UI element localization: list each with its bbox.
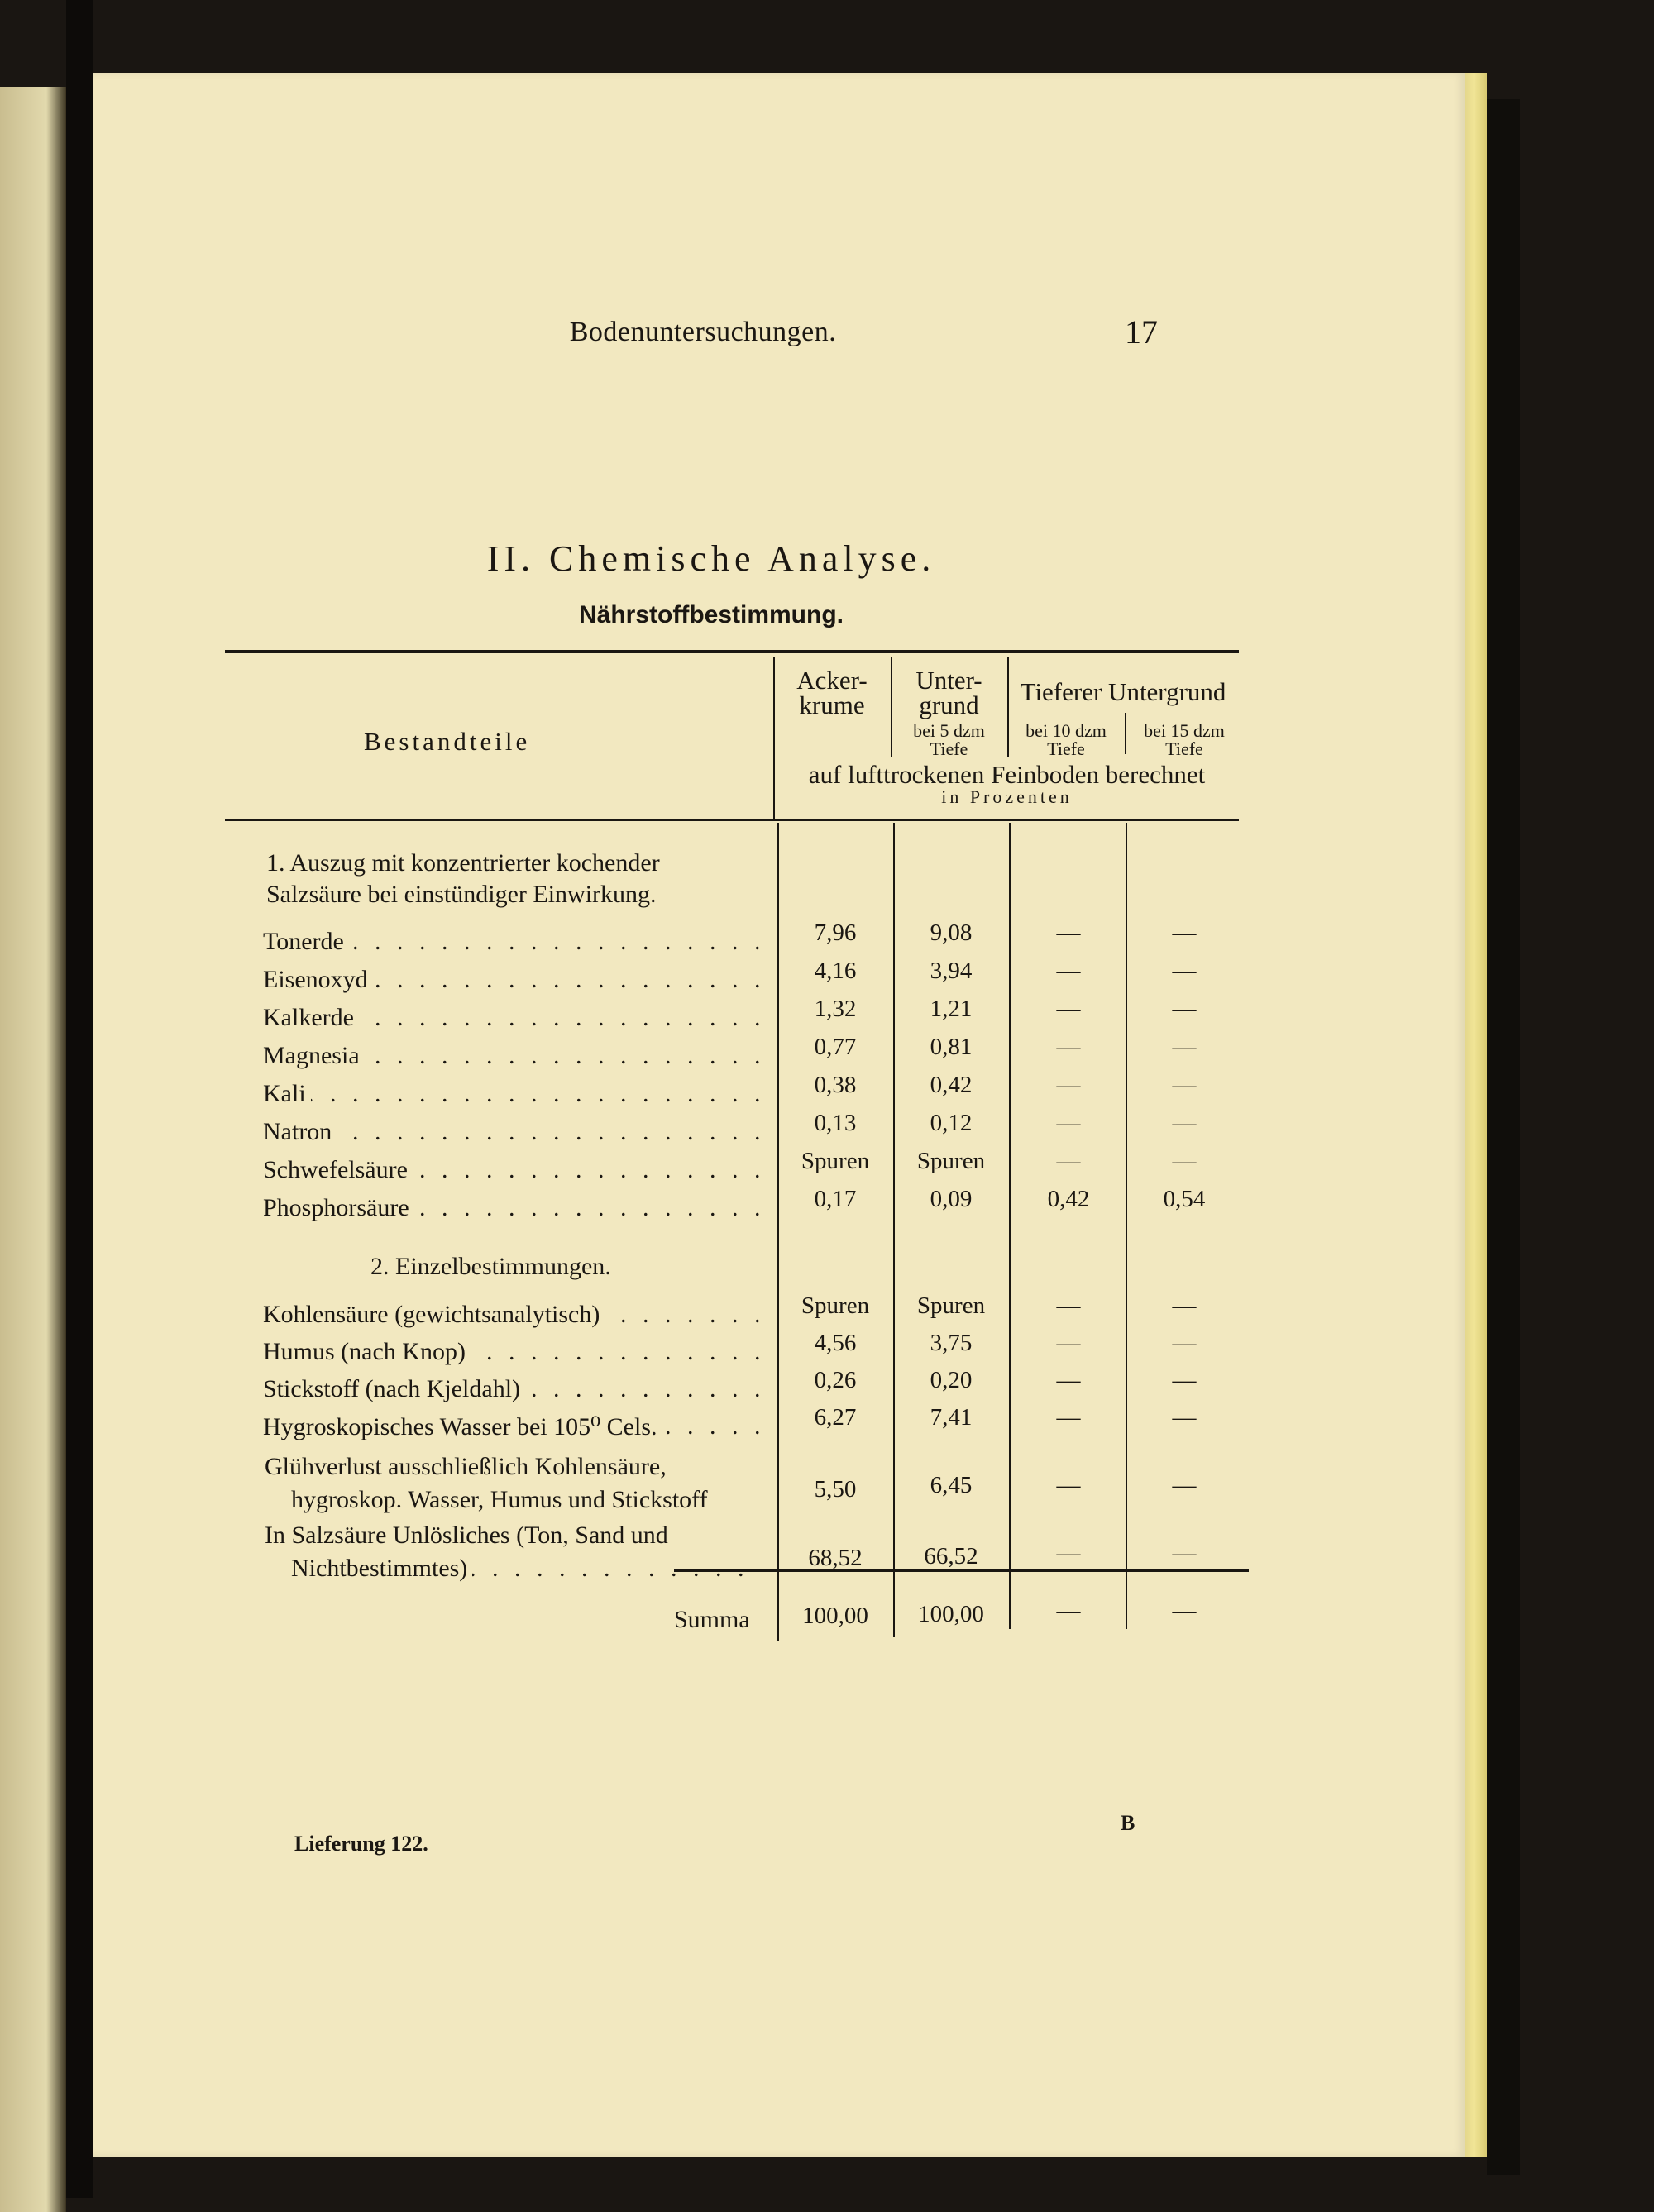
table-cell: Spuren: [801, 1148, 870, 1174]
header-col2-tiefe: Tiefe: [930, 738, 968, 759]
table-cell: 66,52: [924, 1543, 978, 1569]
table-row-label: Humus (nach Knop) . . .: [263, 1338, 759, 1371]
table-cell: —: [1172, 1540, 1197, 1566]
group2-heading: 2. Einzelbestimmungen.: [370, 1253, 611, 1280]
header-col3-tiefe: Tiefe: [1047, 738, 1085, 759]
table-cell: —: [1172, 1472, 1197, 1498]
table-row-label: Magnesia . . .: [263, 1042, 759, 1075]
table-cell: —: [1172, 1148, 1197, 1174]
footer-lieferung: Lieferung 122.: [294, 1832, 428, 1856]
table-cell: —: [1056, 1404, 1081, 1431]
group1-heading-line1: 1. Auszug mit konzentrierter kochender: [266, 849, 660, 877]
unloesliches-line1: In Salzsäure Unlösliches (Ton, Sand und: [265, 1522, 668, 1549]
table-cell: —: [1172, 1330, 1197, 1356]
table-cell: 0,77: [814, 1034, 857, 1060]
header-ackerkrume-line1: Acker-: [796, 666, 868, 695]
section-subtitle: Nährstoffbestimmung.: [578, 601, 844, 628]
table-cell: —: [1056, 996, 1081, 1022]
table-cell: —: [1172, 1110, 1197, 1136]
header-untergrund-line2: grund: [919, 690, 979, 719]
table-cell: —: [1172, 1367, 1197, 1393]
table-cell: 100,00: [802, 1603, 868, 1629]
table-top-rule: [225, 650, 1239, 653]
table-cell: Spuren: [801, 1292, 870, 1319]
table-cell: 7,96: [814, 920, 857, 946]
header-untergrund-line1: Unter-: [915, 666, 982, 695]
table-cell: —: [1056, 1472, 1081, 1498]
table-cell: 7,41: [930, 1404, 973, 1431]
table-row-label: Phosphorsäure . . .: [263, 1194, 759, 1227]
left-page-edge: [0, 87, 66, 2212]
group1-heading-line2: Salzsäure bei einstündiger Einwirkung.: [266, 881, 657, 908]
table-cell: —: [1056, 1598, 1081, 1624]
table-cell: —: [1172, 1072, 1197, 1098]
header-tieferer-untergrund: Tieferer Untergrund: [1020, 677, 1226, 706]
table-cell: 3,75: [930, 1330, 973, 1356]
table-cell: 6,27: [814, 1404, 857, 1431]
table-cell: 3,94: [930, 958, 973, 984]
header-bestandteile: Bestandteile: [364, 727, 531, 756]
table-cell: —: [1172, 1404, 1197, 1431]
table-cell: —: [1056, 1330, 1081, 1356]
gluhverlust-line1: Glühverlust ausschließlich Kohlensäure,: [265, 1453, 667, 1480]
book-cover-edge: [1487, 99, 1520, 2175]
table-cell: —: [1056, 958, 1081, 984]
table-cell: 6,45: [930, 1472, 973, 1498]
header-col4-tiefe: Tiefe: [1165, 738, 1203, 759]
running-title: Bodenuntersuchungen.: [569, 317, 837, 347]
header-col4-depth: bei 15 dzm: [1144, 720, 1225, 741]
table-cell: —: [1056, 1034, 1081, 1060]
table-cell: 0,17: [814, 1186, 857, 1212]
table-cell: —: [1056, 1110, 1081, 1136]
footer-signature: B: [1121, 1811, 1135, 1835]
table-cell: —: [1056, 1292, 1081, 1319]
table-cell: —: [1172, 920, 1197, 946]
table-cell: —: [1056, 1148, 1081, 1174]
table-cell: —: [1056, 1540, 1081, 1566]
table-cell: Spuren: [916, 1148, 986, 1174]
table-cell: —: [1172, 996, 1197, 1022]
table-cell: 68,52: [808, 1545, 863, 1571]
table-cell: 0,09: [930, 1186, 973, 1212]
table-cell: 0,12: [930, 1110, 973, 1136]
header-basis: auf lufttrockenen Feinboden berechnet: [808, 760, 1206, 789]
table-row-label: Kalkerde . . .: [263, 1004, 759, 1037]
table-cell: 5,50: [814, 1476, 857, 1503]
table-cell: 0,42: [930, 1072, 973, 1098]
table-cell: 0,42: [1047, 1186, 1090, 1212]
unloesliches-line2: Nichtbestimmtes) . . .: [291, 1555, 759, 1588]
table-cell: 100,00: [918, 1601, 984, 1627]
table-cell: —: [1172, 1292, 1197, 1319]
table-cell: Spuren: [916, 1292, 986, 1319]
table-cell: 4,56: [814, 1330, 857, 1356]
table-cell: —: [1056, 1072, 1081, 1098]
table-cell: 1,21: [930, 996, 973, 1022]
table-cell: —: [1056, 1367, 1081, 1393]
table-cell: 9,08: [930, 920, 973, 946]
table-cell: —: [1172, 1034, 1197, 1060]
header-ackerkrume-line2: krume: [799, 690, 865, 719]
table-row-label: Eisenoxyd . . .: [263, 966, 759, 999]
page-edges: [1465, 73, 1487, 2157]
table-row-label: Tonerde . . .: [263, 928, 759, 961]
book-gutter: [66, 0, 93, 2198]
table-cell: —: [1172, 958, 1197, 984]
table-row-label: Natron . . .: [263, 1118, 759, 1151]
table-cell: 0,13: [814, 1110, 857, 1136]
table-cell: —: [1172, 1598, 1197, 1624]
table-cell: 1,32: [814, 996, 857, 1022]
header-col3-depth: bei 10 dzm: [1025, 720, 1107, 741]
table-row-label: Kohlensäure (gewichtsanalytisch) . . .: [263, 1301, 759, 1334]
table-cell: —: [1056, 920, 1081, 946]
gluhverlust-line2: hygroskop. Wasser, Humus und Stickstoff: [291, 1486, 708, 1513]
header-bottom-rule: [225, 819, 1239, 821]
page-number: 17: [1125, 313, 1158, 351]
table-cell: 0,20: [930, 1367, 973, 1393]
table-row-label: Schwefelsäure . . .: [263, 1156, 759, 1189]
table-cell: 4,16: [814, 958, 857, 984]
summa-label: Summa: [674, 1606, 750, 1633]
section-title: II. Chemische Analyse.: [486, 538, 936, 579]
table-cell: 0,26: [814, 1367, 857, 1393]
header-basis-unit: in Prozenten: [941, 786, 1073, 807]
table-cell: 0,38: [814, 1072, 857, 1098]
table-cell: 0,54: [1163, 1186, 1206, 1212]
table-row-label: Kali . . .: [263, 1080, 759, 1113]
header-divider-4: [1125, 713, 1126, 754]
table-row-label: Hygroskopisches Wasser bei 105⁰ Cels. . . .: [263, 1412, 759, 1445]
header-col2-depth: bei 5 dzm: [913, 720, 985, 741]
table-row-label: Stickstoff (nach Kjeldahl) . . .: [263, 1375, 759, 1408]
table-cell: 0,81: [930, 1034, 973, 1060]
